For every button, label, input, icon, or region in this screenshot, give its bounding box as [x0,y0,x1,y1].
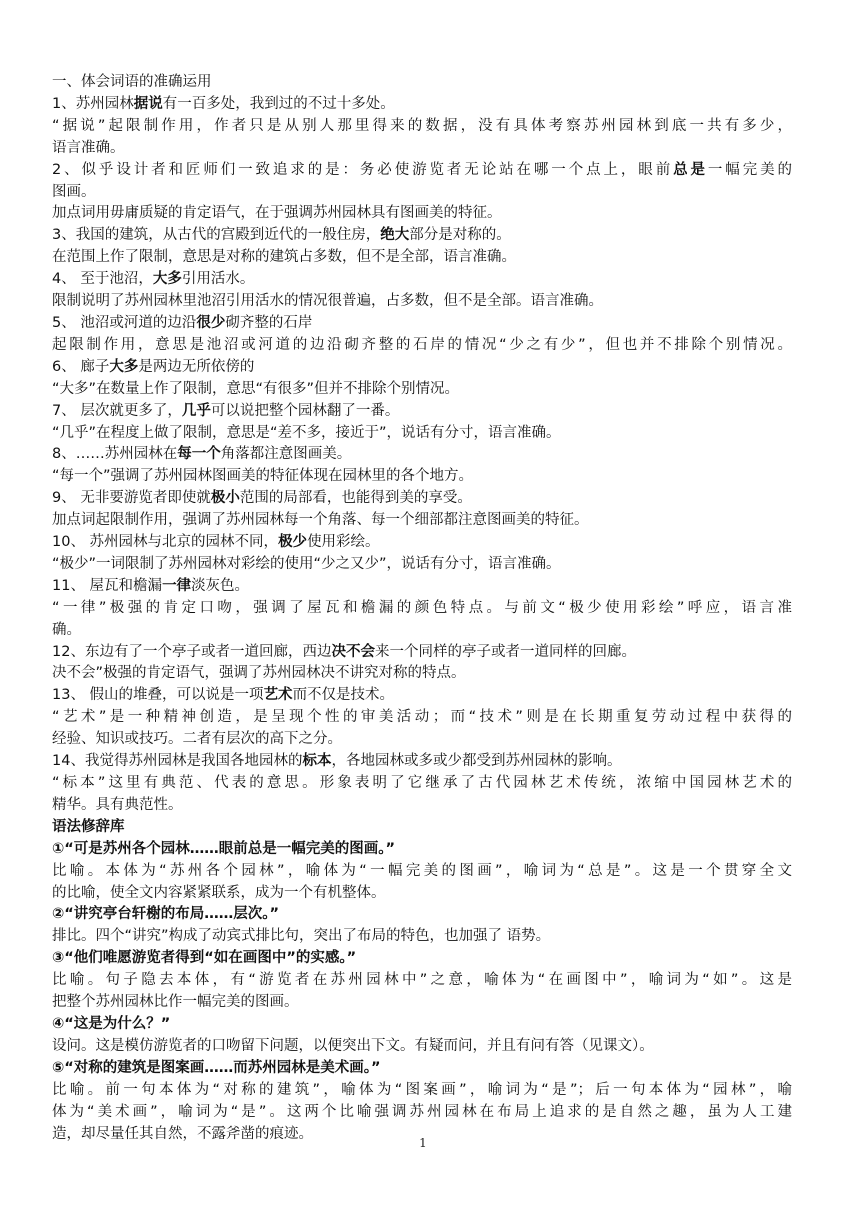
explanation-line: “据说”起限制作用，作者只是从别人那里得来的数据，没有具体考察苏州园林到底一共有多少， [52,117,792,134]
example-sentence: 4、 至于池沼，大多引用活水。 [52,271,255,288]
highlight-word: 大多 [109,358,139,375]
rhetoric-explanation: 设问。这是模仿游览者的口吻留下问题，以便突出下文。有疑而问，并且有问有答（见课文）。 [52,1037,654,1054]
example-sentence: 13、 假山的堆叠，可以说是一项艺术而不仅是技术。 [52,687,395,704]
section-heading: 一、体会词语的准确运用 [52,74,212,90]
highlight-word: 很少 [196,314,226,331]
highlight-word: 据说 [133,95,163,112]
explanation-line: “标本”这里有典范、代表的意思。形象表明了它继承了古代园林艺术传统，浓缩中国园林艺术的 [52,775,792,791]
example-sentence: 9、 无非要游览者即使就极小范围的局部看，也能得到美的享受。 [52,490,472,507]
explanation-line: “艺术”是一种精神创造，是呈现个性的审美活动；而“技术”则是在长期重复劳动过程中获得的 [52,709,792,726]
rhetoric-explanation: 把整个苏州园林比作一幅完美的图画。 [52,994,299,1011]
explanation-line: 起限制作用，意思是池沼或河道的边沿砌齐整的石岸的情况“少之有少”，但也并不排除个别情况。 [52,336,792,353]
highlight-word: 一律 [162,577,192,594]
example-sentence: 2、似乎设计者和匠师们一致追求的是：务必使游览者无论站在哪一个点上，眼前总是一幅完美的 [52,161,793,178]
page-number: 1 [419,1136,427,1150]
explanation-line: 限制说明了苏州园林里池沼引用活水的情况很普遍，占多数，但不是全部。语言准确。 [52,293,603,310]
explanation-line: “大多”在数量上作了限制，意思“有很多”但并不排除个别情况。 [52,380,460,397]
explanation-line: 经验、知识或技巧。二者有层次的高下之分。 [52,731,342,748]
rhetoric-explanation: 的比喻，使全文内容紧紧联系，成为一个有机整体。 [52,884,386,901]
rhetoric-explanation: 比喻。本体为“苏州各个园林”，喻体为“一幅完美的图画”，喻词为“总是”。这是一个贯穿全文 [52,862,792,879]
rhetoric-explanation: 比喻。前一句本体为“对称的建筑”，喻体为“图案画”，喻词为“是”；后一句本体为“园林”，喻 [52,1081,792,1098]
example-sentence: 8、……苏州园林在每一个角落都注意图画美。 [52,446,352,463]
rhetoric-quote: ②“讲究亭台轩榭的布局……层次。” [52,906,280,923]
example-sentence: 10、 苏州园林与北京的园林不同，极少使用彩绘。 [52,534,380,551]
example-sentence: 3、我国的建筑，从古代的宫殿到近代的一般住房，绝大部分是对称的。 [52,227,511,244]
rhetoric-quote: ③“他们唯愿游览者得到“如在画图中”的实感。” [52,950,357,967]
highlight-word: 艺术 [263,687,293,704]
rhetoric-explanation: 排比。四个“讲究”构成了动宾式排比句，突出了布局的特色，也加强了 语势。 [52,928,551,945]
highlight-word: 标本 [302,753,332,770]
explanation-line: “每一个”强调了苏州园林图画美的特征体现在园林里的各个地方。 [52,468,474,485]
highlight-word: 大多 [152,271,182,288]
example-sentence: 5、 池沼或河道的边沿很少砌齐整的石岸 [52,314,313,331]
highlight-word: 极少 [278,534,308,551]
highlight-word: 决不会 [331,643,375,660]
document-body [52,72,792,1145]
highlight-word: 绝大 [380,227,410,244]
highlight-word: 几乎 [181,402,211,419]
example-sentence: 1、苏州园林据说有一百多处，我到过的不过十多处。 [52,95,395,112]
rhetoric-quote: ④“这是为什么？” [52,1015,171,1032]
highlight-word: 每一个 [177,446,221,463]
rhetoric-explanation: 造，却尽量任其自然，不露斧凿的痕迹。 [52,1125,313,1142]
explanation-line: “极少”一词限制了苏州园林对彩绘的使用“少之又少”，说话有分寸，语言准确。 [52,555,561,572]
explanation-line: 在范围上作了限制，意思是对称的建筑占多数，但不是全部，语言准确。 [52,249,516,266]
rhetoric-quote: ①“可是苏州各个园林……眼前总是一幅完美的图画。” [52,840,396,857]
explanation-line: 加点词用毋庸质疑的肯定语气，在于强调苏州园林具有图画美的特征。 [52,205,502,222]
example-sentence: 14、我觉得苏州园林是我国各地园林的标本，各地园林或多或少都受到苏州园林的影响。 [52,753,622,770]
explanation-line: “几乎”在程度上做了限制，意思是“差不多，接近于”，说话有分寸，语言准确。 [52,424,561,441]
explanation-line: 语言准确。 [52,139,125,156]
highlight-word: 总是 [673,161,708,178]
rhetoric-explanation: 比喻。句子隐去本体，有“游览者在苏州园林中”之意，喻体为“在画图中”，喻词为“如”。这是 [52,972,792,989]
example-sentence: 12、东边有了一个亭子或者一道回廊，西边决不会来一个同样的亭子或者一道同样的回廊。 [52,643,636,660]
explanation-line: “一律”极强的肯定口吻，强调了屋瓦和檐漏的颜色特点。与前文“极少使用彩绘”呼应，语言准 [52,599,792,616]
rhetoric-section-title: 语法修辞库 [52,818,125,835]
example-sentence: 7、 层次就更多了，几乎可以说把整个园林翻了一番。 [52,402,400,419]
rhetoric-quote: ⑤“对称的建筑是图案画……而苏州园林是美术画。” [52,1059,381,1076]
explanation-line: 决不会”极强的肯定语气，强调了苏州园林决不讲究对称的特点。 [52,665,466,682]
rhetoric-explanation: 体为“美术画”，喻词为“是”。这两个比喻强调苏州园林在布局上追求的是自然之趣，虽为人工建 [52,1103,792,1120]
explanation-line: 确。 [52,621,81,638]
example-sentence: 11、 屋瓦和檐漏一律淡灰色。 [52,577,250,594]
highlight-word: 极小 [210,490,240,507]
explanation-line: 精华。具有典范性。 [52,796,183,813]
example-sentence-cont: 图画。 [52,183,96,200]
example-sentence: 6、 廊子大多是两边无所依傍的 [52,358,255,375]
explanation-line: 加点词起限制作用，强调了苏州园林每一个角落、每一个细部都注意图画美的特征。 [52,512,589,529]
